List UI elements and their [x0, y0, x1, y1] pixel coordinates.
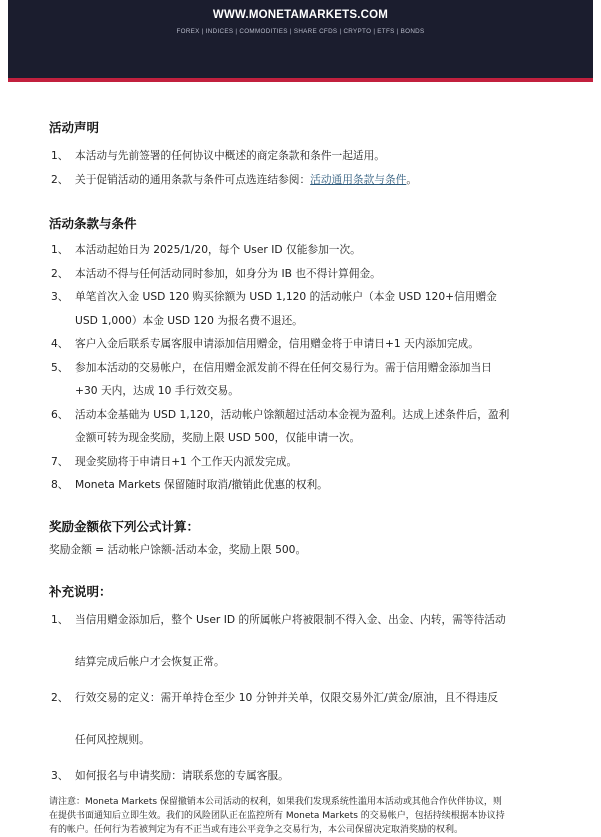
list-item [49, 285, 549, 332]
item-number: 2、 [51, 266, 69, 280]
item-text-line1: 行效交易的定义：需开单持仓至少 10 分钟并关单，仅限交易外汇/黄金/原油，且不得违反 [75, 690, 499, 704]
list-item [49, 764, 549, 788]
list-item [49, 473, 549, 497]
section-title-formula: 奖励金额依下列公式计算： [49, 518, 200, 534]
list-item [49, 144, 549, 168]
item-text: 本活动不得与任何活动同时参加，如身分为 IB 也不得计算佣金。 [75, 266, 381, 280]
item-number: 3、 [51, 768, 69, 782]
terms-link[interactable]: 活动通用条款与条件 [310, 172, 407, 186]
section-title-terms: 活动条款与条件 [49, 216, 137, 231]
announcement-list [49, 144, 549, 191]
item-number: 1、 [51, 243, 69, 256]
item-number: 7、 [51, 454, 69, 468]
item-number: 2、 [51, 172, 69, 186]
site-url[interactable]: WWW.MONETAMARKETS.COM [212, 9, 389, 21]
item-text-line1: 当信用赠金添加后，整个 User ID 的所属帐户将被限制不得入金、出金、内转，需等待活动 [75, 612, 506, 626]
list-item [49, 403, 549, 450]
item-text: 本活动与先前签署的任何协议中概述的商定条款和条件一起适用。 [75, 149, 385, 162]
item-text: 关于促销活动的通用条款与条件可点选连结参阅：活动通用条款与条件。 [75, 172, 418, 186]
list-item [49, 450, 549, 474]
section-title-notes: 补充说明： [49, 583, 112, 599]
item-text-line2: USD 1,000）本金 USD 120 为报名费不退还。 [75, 313, 303, 327]
item-text-line2: 结算完成后帐户才会恢复正常。 [75, 654, 225, 668]
legal-notice [49, 795, 549, 837]
item-text-line1: 参加本活动的交易帐户，在信用赠金派发前不得在任何交易行为。需于信用赠金添加当日 [75, 360, 492, 374]
list-item [49, 608, 549, 674]
item-text: 本活动起始日为 2025/1/20，每个 User ID 仅能参加一次。 [75, 243, 361, 256]
item-text: Moneta Markets 保留随时取消/撤销此优惠的权利。 [75, 478, 328, 491]
item-number: 8、 [51, 478, 69, 491]
item-number: 6、 [51, 407, 69, 421]
item-number: 1、 [51, 149, 69, 162]
notice-line: 请注意：Moneta Markets 保留撤销本公司活动的权利，如果我们发现系统性滥用本活动或其他合作伙伴协议，则 [49, 797, 502, 807]
item-text: 客户入金后联系专属客服申请添加信用赠金，信用赠金将于申请日+1 天内添加完成。 [75, 337, 479, 350]
item-text: 现金奖励将于申请日+1 个工作天内派发完成。 [75, 454, 298, 468]
item-number: 2、 [51, 690, 69, 704]
terms-list [49, 238, 549, 497]
list-item [49, 168, 549, 192]
notes-list [49, 608, 549, 788]
list-item [49, 686, 549, 752]
item-number: 4、 [51, 337, 69, 350]
document-body [49, 118, 549, 800]
notice-line: 有的帐户。任何行为若被判定为有不正当或有违公平竞争之交易行为，本公司保留决定取消奖励的权利。 [49, 825, 464, 835]
item-number: 5、 [51, 360, 69, 374]
list-item [49, 356, 549, 403]
item-text-line1: 单笔首次入金 USD 120 购买徐额为 USD 1,120 的活动帐户（本金 USD 120+信用赠金 [75, 290, 497, 303]
list-item [49, 262, 549, 286]
list-item [49, 332, 549, 356]
item-text-line2: +30 天内，达成 10 手行效交易。 [75, 384, 239, 397]
notice-line: 在提供书面通知后立即生效。我们的风险团队正在监控所有 Moneta Markets 的交易帐户，包括持续根据本协议持 [49, 811, 505, 821]
item-text-line1: 活动本金基础为 USD 1,120，活动帐户馀额超过活动本金视为盈利。达成上述条件后，盈利 [75, 407, 510, 421]
site-header [8, 0, 593, 82]
product-nav: FOREX | INDICES | COMMODITIES | SHARE CFDS | CRYPTO | ETFS | BONDS [176, 28, 425, 35]
section-title-announcement: 活动声明 [49, 120, 100, 135]
reward-formula: 奖励金额 = 活动帐户馀额-活动本金，奖励上限 500。 [49, 542, 307, 556]
list-item [49, 238, 549, 262]
item-number: 1、 [51, 612, 69, 626]
item-text-line2: 金额可转为现金奖励，奖励上限 USD 500，仅能申请一次。 [75, 431, 361, 444]
item-text: 如何报名与申请奖励：请联系您的专属客服。 [75, 768, 289, 782]
item-text-line2: 任何风控规则。 [75, 732, 150, 746]
item-number: 3、 [51, 290, 69, 303]
